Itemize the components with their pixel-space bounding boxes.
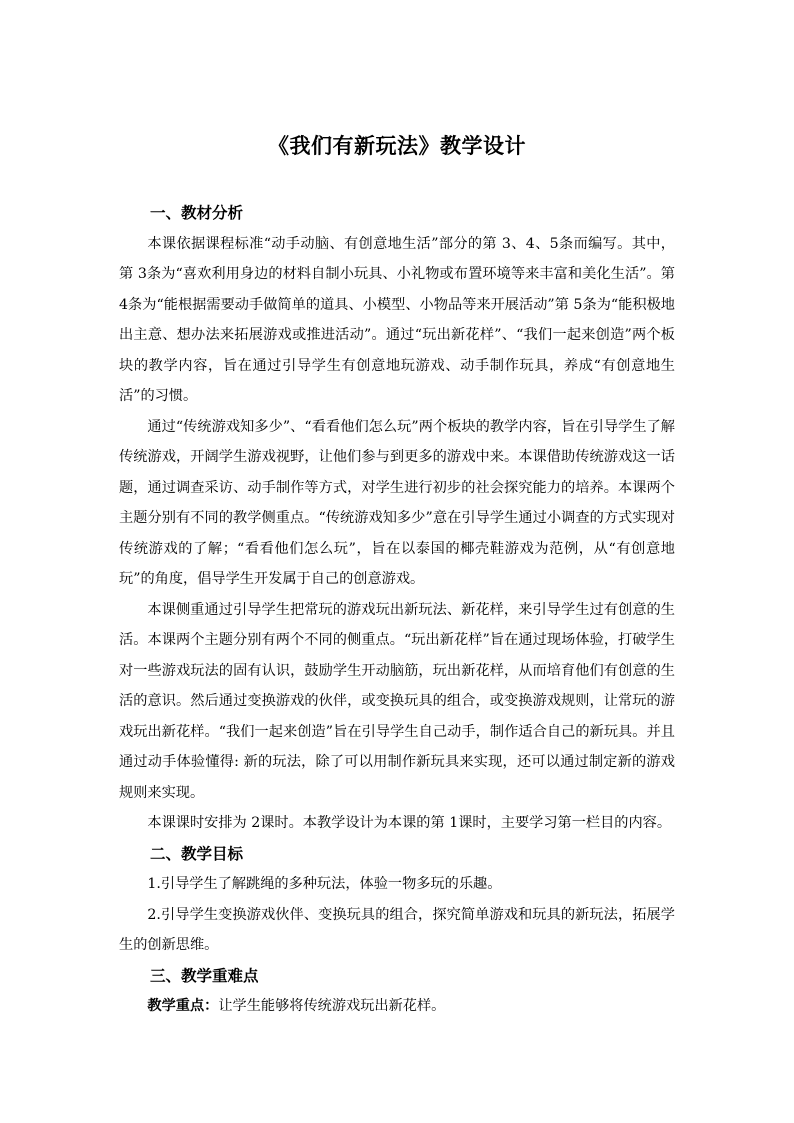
- document-title: 《我们有新玩法》教学设计: [268, 133, 526, 158]
- section-heading-objectives: 二、教学目标: [150, 844, 244, 863]
- section-heading-analysis: 一、教材分析: [150, 204, 244, 222]
- key-point-line: [119, 991, 675, 1022]
- paragraph: 本课课时安排为 2课时。本教学设计为本课的第 1课时，主要学习第一栏目的内容。: [147, 815, 672, 831]
- paragraph: 通过“传统游戏知多少”、“看看他们怎么玩”两个板块的教学内容，旨在引导学生了解传统游戏，开阔学生游戏视野，让他们参与到更多的游戏中来。本课借助传统游戏这一话题，通过调查采访、动手制作等方式，对学生进行初步的社会探究能力的培养。本课两个主题分别有不同的教学侧重点。“传统游戏知多少”意在引导学生通过小调查的方式实现对传统游戏的了解；“看看他们怎么玩”，旨在以泰国的椰壳鞋游戏为范例，从“有创意地玩”的角度，倡导学生开发属于自己的创意游戏。: [119, 418, 675, 587]
- list-item: 2.引导学生变换游戏伙伴、变换玩具的组合，探究简单游戏和玩具的新玩法，拓展学生的创新思维。: [119, 906, 675, 953]
- section-heading-key-points: 三、教学重难点: [150, 966, 259, 985]
- paragraph: 本课依据课程标准“动手动脑、有创意地生活”部分的第 3、4、5条而编写。其中，第 3条为“喜欢利用身边的材料自制小玩具、小礼物或布置环境等来丰富和美化生活”。第 4条为“能根据需要动手做简单的道具、小模型、小物品等来开展活动”第 5条为“能积极地出主意、想办法来拓展游戏或推进活动”。通过“玩出新花样”、“我们一起来创造”两个板块的教学内容，旨在通过引导学生有创意地玩游戏、动手制作玩具，养成“有创意地生活”的习惯。: [119, 235, 675, 404]
- list-item: 1.引导学生了解跳绳的多种玩法，体验一物多玩的乐趣。: [147, 876, 502, 892]
- key-point-text: 让学生能够将传统游戏玩出新花样。: [218, 998, 446, 1014]
- document-body: [119, 198, 675, 1022]
- key-point-label: 教学重点：: [147, 998, 219, 1014]
- paragraph: 本课侧重通过引导学生把常玩的游戏玩出新玩法、新花样，来引导学生过有创意的生活。本课两个主题分别有两个不同的侧重点。“玩出新花样”旨在通过现场体验，打破学生对一些游戏玩法的固有认识，鼓励学生开动脑筋，玩出新花样，从而培育他们有创意的生活的意识。然后通过变换游戏的伙伴，或变换玩具的组合，或变换游戏规则，让常玩的游戏玩出新花样。“我们一起来创造”旨在引导学生自己动手，制作适合自己的新玩具。并且通过动手体验懂得: 新的玩法，除了可以用制作新玩具来实现，还可以通过制定新的游戏规则来实现。: [119, 601, 675, 801]
